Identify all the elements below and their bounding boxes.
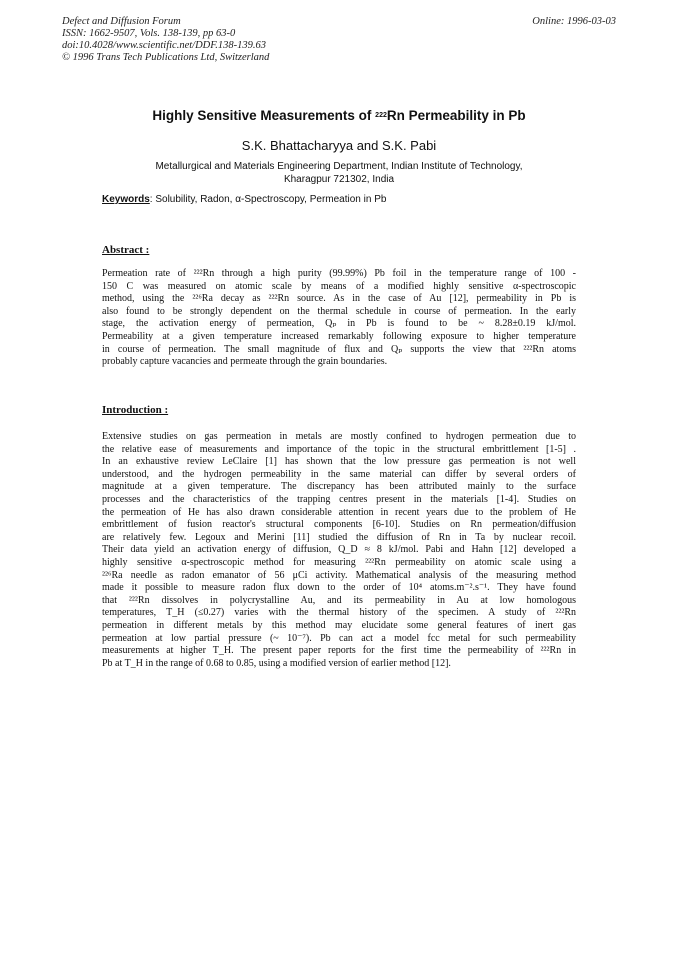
text-line: the relative ease of measurements and importance of the topic in the structural embrittlement [1-5] . (102, 443, 576, 455)
text-line: highly sensitive α-spectroscopic method for measuring ²²²Rn permeability on atomic scale using a (102, 556, 576, 568)
text-line: measurements at higher T_H. The present paper reports for the first time the permeability of ²²²Rn in (102, 645, 576, 657)
text-line: probably capture vacancies and permeate through the grain boundaries. (102, 356, 388, 368)
text-line: method, using the ²²⁶Ra decay as ²²²Rn source. As in the case of Au [12], permeability in Pb is (102, 293, 576, 305)
text-line: permeation in different metals by this method may elucidate some general features of inert gas (102, 619, 576, 631)
text-line: in course of permeation. The small magnitude of flux and Qₚ supports the view that ²²²Rn atoms (102, 343, 576, 355)
introduction-heading: Introduction : (102, 404, 169, 416)
text-line: 150 C was measured on atomic scale by means of a modified highly sensitive α-spectroscopic (102, 280, 576, 292)
text-line: Extensive studies on gas permeation in metals are mostly confined to hydrogen permeation due to (102, 431, 576, 442)
paper-title (0, 108, 678, 123)
text-line: In an exhaustive review LeClaire [1] has shown that the low pressure gas permeation is not well (102, 456, 576, 468)
text-line: understood, and the hydrogen permeability in the same material can differ by several orders of (102, 468, 576, 480)
copyright-line: © 1996 Trans Tech Publications Ltd, Switzerland (62, 52, 270, 63)
abstract-body (102, 268, 576, 369)
text-line: Pb at T_H in the range of 0.68 to 0.85, using a modified version of earlier method [12]. (102, 657, 451, 669)
doi-link[interactable]: doi:10.4028/www.scientific.net/DDF.138-139.63 (62, 40, 267, 51)
affiliation-line-1: Metallurgical and Materials Engineering Department, Indian Institute of Technology, (155, 161, 523, 172)
issn-line: ISSN: 1662-9507, Vols. 138-139, pp 63-0 (62, 28, 236, 39)
title-part-2: Rn Permeability in Pb (386, 108, 526, 123)
text-line: that ²²²Rn dissolves in polycrystalline Au, and its permeability in Au at low homologous (102, 594, 576, 606)
text-line: stage, the activation energy of permeation, Qₚ in Pb is found to be ~ 8.28±0.19 kJ/mol. (102, 318, 576, 330)
text-line: magnitude at a given temperature. The discrepancy has been attributed mainly to the surface (102, 481, 576, 493)
text-line: permeation at low partial pressure (~ 10⁻⁷). Pb can act a model fcc metal for such permeability (102, 632, 576, 644)
text-line: embrittlement of fusion reactor's structural components [6-10]. Studies on Rn permeation/diffusion (102, 519, 576, 531)
text-line: Permeation rate of ²²²Rn through a high purity (99.99%) Pb foil in the temperature range of 100 - (102, 268, 576, 279)
online-date: Online: 1996-03-03 (532, 16, 616, 27)
abstract-heading: Abstract : (102, 244, 150, 256)
text-line: the permeation of He has also drawn considerable attention in recent years due to the problem of He (102, 506, 576, 518)
text-line: temperatures, T_H (≤0.27) varies with the thermal history of the specimen. A study of ²²²Rn (102, 607, 576, 619)
introduction-body (102, 431, 576, 670)
title-superscript: 222 (375, 112, 387, 119)
author-list: S.K. Bhattacharyya and S.K. Pabi (241, 138, 437, 153)
text-line: ²²⁶Ra needle as radon emanator of 56 μCi activity. Mathematical analysis of the measuring method (102, 569, 576, 581)
text-line: Permeability at a given temperature increased remarkably following exposure to higher temperature (102, 330, 576, 342)
keywords-label: Keywords (102, 194, 150, 205)
text-line: Their data yield an activation energy of diffusion, Q_D ≈ 8 kJ/mol. Pabi and Hahn [12] developed a (102, 544, 576, 556)
text-line: are relatively few. Legoux and Merini [11] studied the diffusion of Rn in Ta by nuclear recoil. (102, 531, 576, 543)
keywords-text: : Solubility, Radon, α-Spectroscopy, Permeation in Pb (149, 194, 387, 205)
text-line: also found to be strongly dependent on the thermal schedule in course of permeation. In the early (102, 305, 576, 317)
text-line: made it possible to measure radon flux down to the order of 10⁴ atoms.m⁻².s⁻¹. They have found (102, 582, 576, 594)
keywords (102, 194, 386, 205)
journal-header (62, 16, 269, 64)
affiliation-line-2: Kharagpur 721302, India (283, 173, 395, 185)
text-line: processes and the characteristics of the trapping centres present in the materials [1-4]. Studies on (102, 493, 576, 505)
journal-name: Defect and Diffusion Forum (62, 16, 181, 27)
title-part-1: Highly Sensitive Measurements of (152, 108, 376, 123)
affiliation (0, 161, 678, 186)
